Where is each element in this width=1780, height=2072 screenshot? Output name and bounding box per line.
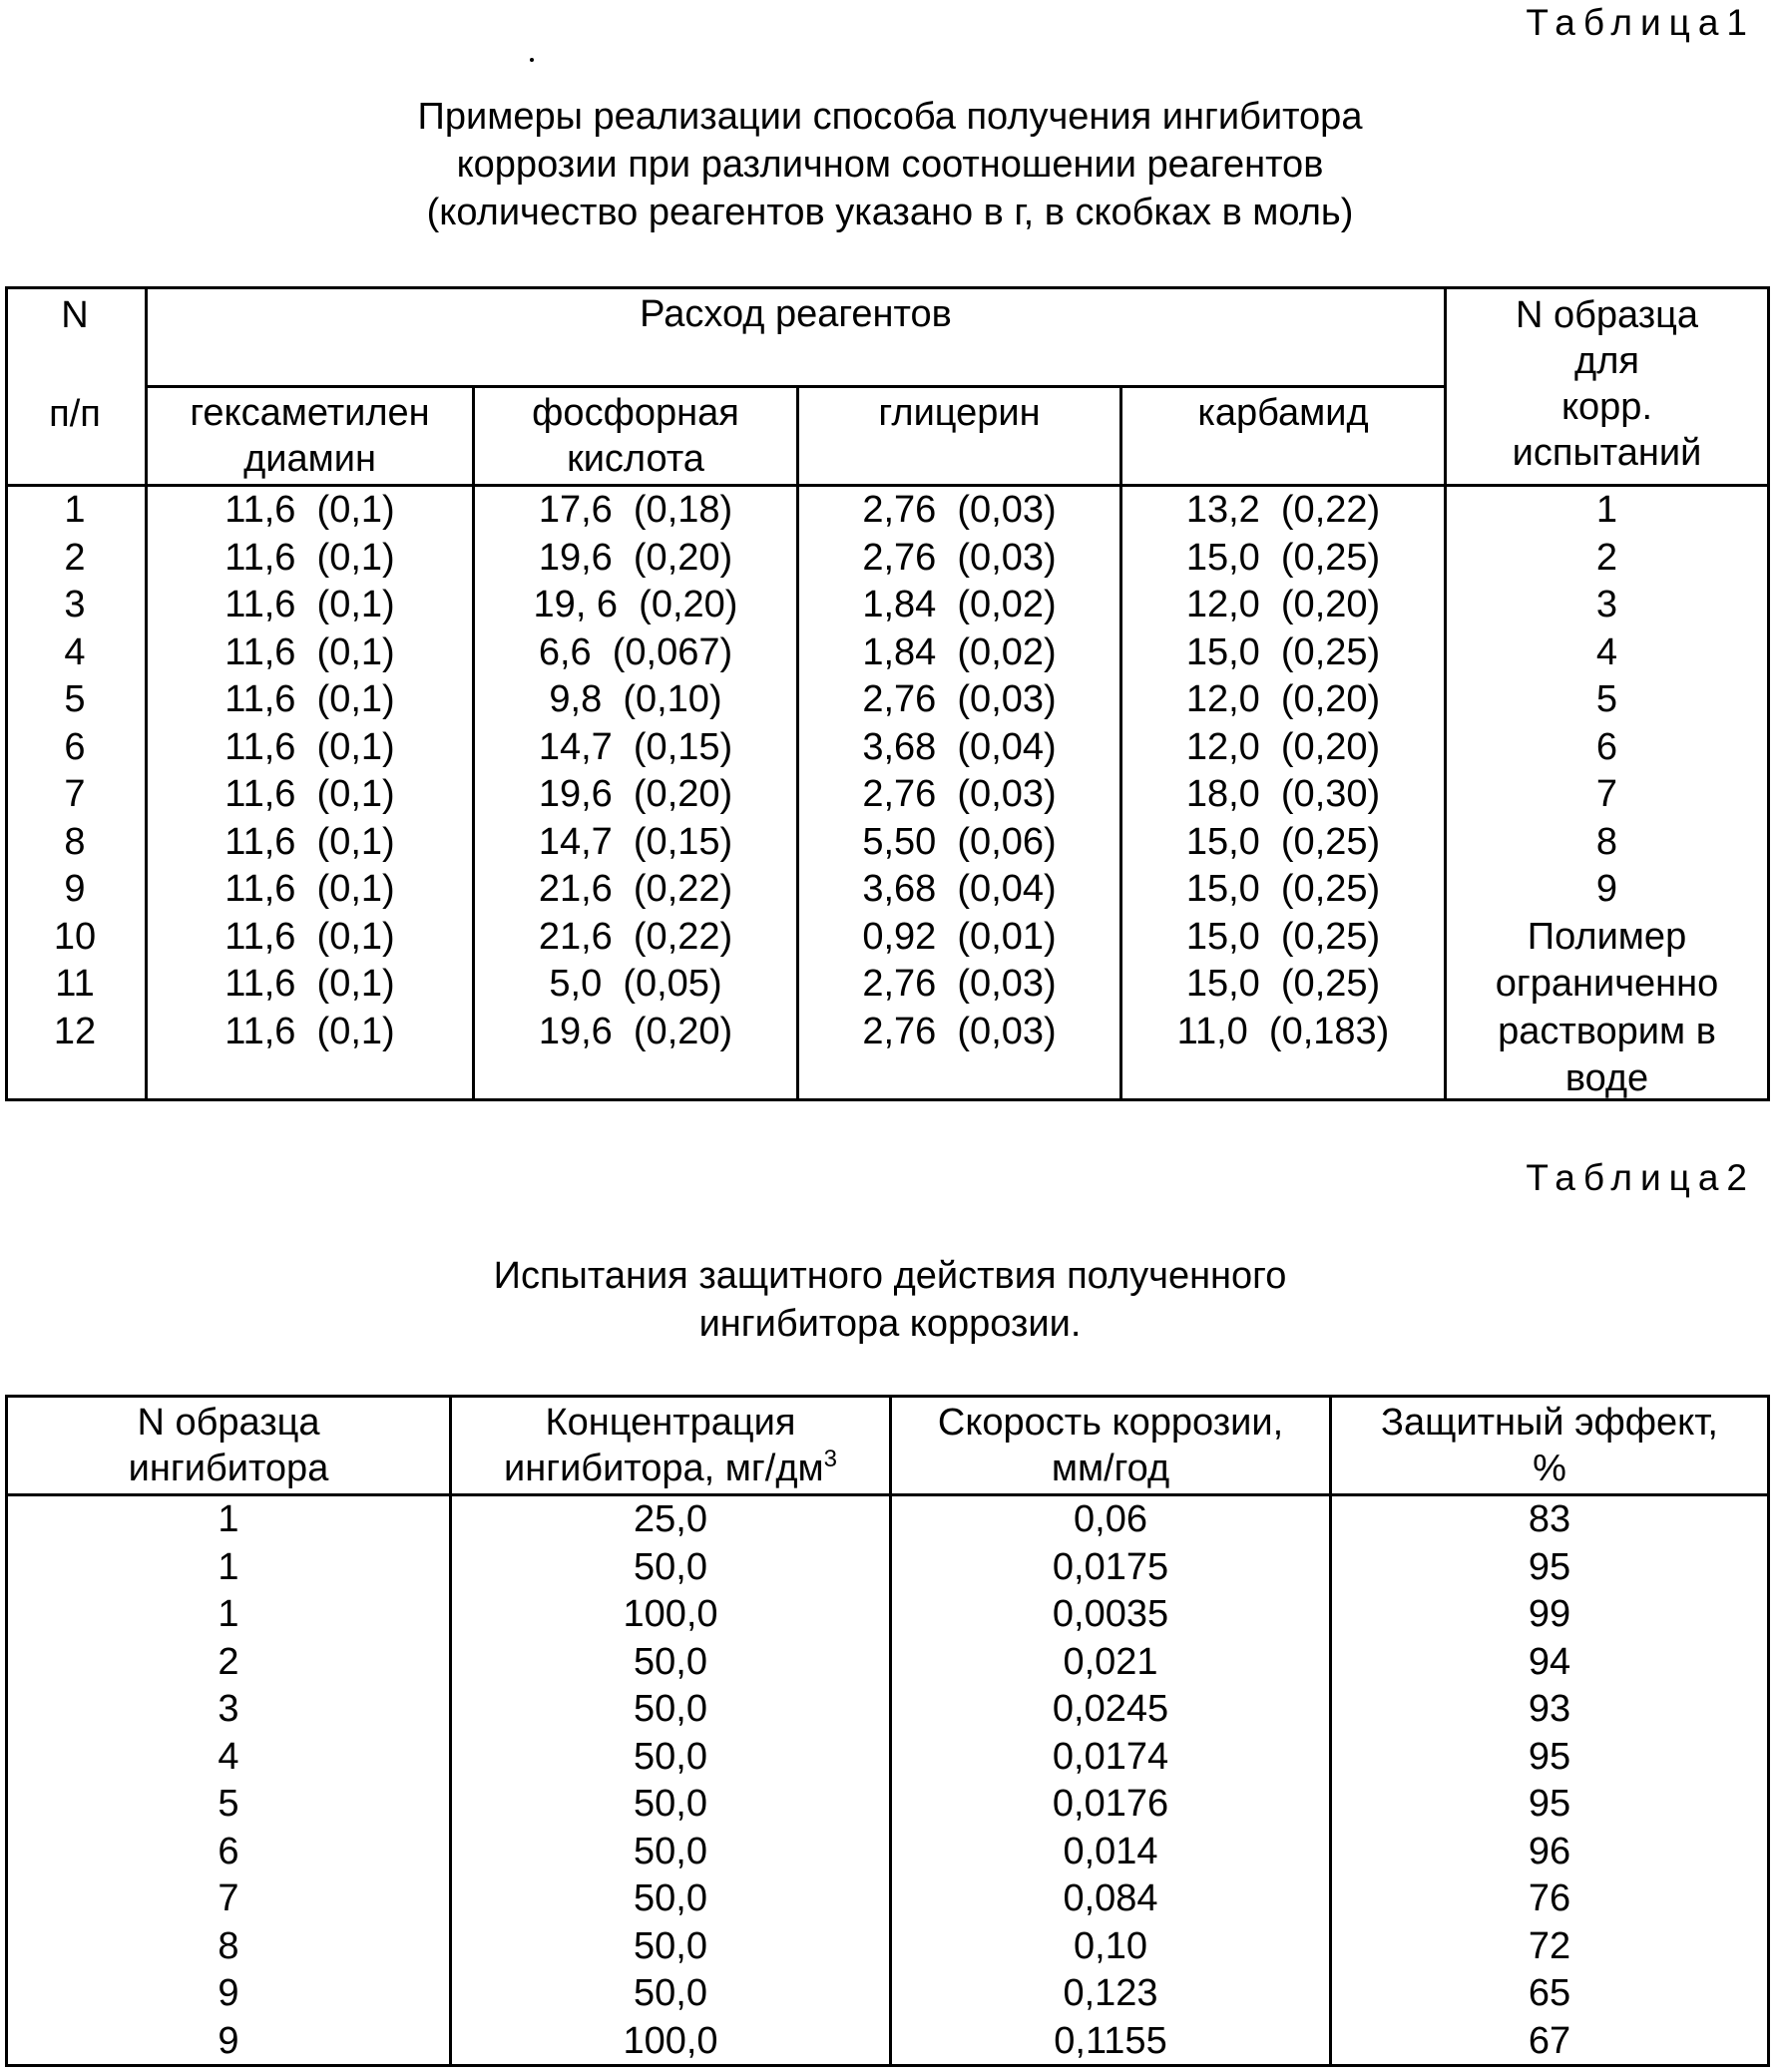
table1-caption-line: (количество реагентов указано в г, в скобках в моль) xyxy=(426,192,1354,233)
table2-cell-effect: 95 xyxy=(1528,1783,1571,1825)
table1-cell-glycerin: 2,76 (0,03) xyxy=(862,489,1057,531)
table1-header-hmda-line: гексаметилен xyxy=(190,392,430,434)
table1-cell-n: 8 xyxy=(64,820,86,863)
table1-cell-sample: 8 xyxy=(1595,820,1618,863)
table2-header-effect xyxy=(1332,1400,1767,1491)
table1-cell-n: 6 xyxy=(64,725,86,768)
table1-header-phosphoric xyxy=(475,390,796,482)
table1-sample-note-line: воде xyxy=(1564,1057,1649,1099)
table2-cell-concentration: 50,0 xyxy=(634,1877,707,1919)
table2-header-effect-line: Защитный эффект, xyxy=(1381,1402,1718,1444)
table2-cell-sample: 1 xyxy=(218,1545,239,1588)
table1-col-sample xyxy=(1447,487,1767,1103)
table2-cell-sample: 9 xyxy=(218,1972,239,2014)
table1-header-hmda xyxy=(148,390,472,482)
table1-cell-sample: 9 xyxy=(1595,868,1618,910)
table1-cell-glycerin: 2,76 (0,03) xyxy=(862,536,1057,579)
table1-cell-sample: 2 xyxy=(1595,536,1618,579)
table1-cell-carbamide: 15,0 (0,25) xyxy=(1185,915,1381,958)
table2-cell-effect: 93 xyxy=(1528,1688,1571,1730)
table2-caption xyxy=(0,1252,1780,1348)
table1-col-glycerin xyxy=(799,487,1119,1055)
table1-header-sample xyxy=(1447,292,1767,476)
table2-cell-effect: 96 xyxy=(1528,1830,1571,1872)
table1-cell-phosphoric: 17,6 (0,18) xyxy=(538,489,733,531)
table2-cell-sample: 2 xyxy=(218,1640,239,1683)
table1-header-n: N xyxy=(61,294,89,336)
table2-header-concentration xyxy=(452,1400,889,1491)
table2-cell-concentration: 50,0 xyxy=(634,1735,707,1778)
table1-cell-n: 10 xyxy=(53,915,97,958)
table1-cell-hmda: 11,6 (0,1) xyxy=(224,963,395,1005)
table2-cell-effect: 99 xyxy=(1528,1593,1571,1635)
table2-cell-sample: 5 xyxy=(218,1783,239,1825)
table1-cell-hmda: 11,6 (0,1) xyxy=(224,1010,395,1052)
table2-cell-rate: 0,10 xyxy=(1074,1924,1147,1967)
table1-cell-sample: 5 xyxy=(1595,678,1618,720)
table2-cell-concentration: 50,0 xyxy=(634,1688,707,1730)
table1-cell-sample: 3 xyxy=(1595,584,1618,625)
table2-header-concentration-unit: ингибитора, мг/дм xyxy=(504,1448,824,1489)
table1-header-sample-line: корр. xyxy=(1560,386,1652,428)
table2-cell-rate: 0,123 xyxy=(1063,1972,1158,2014)
table2-cell-effect: 83 xyxy=(1528,1498,1571,1540)
table1-caption-line: коррозии при различном соотношении реагентов xyxy=(456,144,1324,186)
table2-cell-sample: 3 xyxy=(218,1688,239,1730)
table2-header-sample xyxy=(8,1400,449,1491)
table1-header-hmda-line: диамин xyxy=(243,438,376,480)
table1-col-carbamide xyxy=(1122,487,1444,1055)
table2-cell-sample: 4 xyxy=(218,1735,239,1778)
table1-cell-n: 5 xyxy=(64,678,86,720)
table1-cell-sample: 1 xyxy=(1595,489,1618,531)
table1-sample-note-line: ограниченно xyxy=(1495,963,1719,1005)
table2-cell-concentration: 50,0 xyxy=(634,1783,707,1825)
table1-caption xyxy=(0,93,1780,236)
table2-cell-rate: 0,0174 xyxy=(1052,1735,1169,1778)
table1-cell-carbamide: 15,0 (0,25) xyxy=(1185,868,1381,910)
table1-cell-hmda: 11,6 (0,1) xyxy=(224,584,395,625)
table1-cell-carbamide: 15,0 (0,25) xyxy=(1185,630,1381,673)
table2-cell-concentration: 50,0 xyxy=(634,1545,707,1588)
table1-cell-phosphoric: 19,6 (0,20) xyxy=(538,1010,733,1052)
table2-cell-sample: 1 xyxy=(218,1498,239,1540)
table1-cell-phosphoric: 14,7 (0,15) xyxy=(538,725,733,768)
table1-cell-glycerin: 2,76 (0,03) xyxy=(862,1010,1057,1052)
table1-cell-glycerin: 1,84 (0,02) xyxy=(862,630,1057,673)
table1-cell-n: 12 xyxy=(53,1010,97,1052)
table2-header-rate xyxy=(892,1400,1329,1491)
table1-cell-glycerin: 5,50 (0,06) xyxy=(862,820,1057,863)
table1-sample-note-line: Полимер xyxy=(1527,915,1687,958)
table2-col-concentration xyxy=(452,1496,889,2065)
table1-cell-hmda: 11,6 (0,1) xyxy=(224,820,395,863)
table2-cell-concentration: 50,0 xyxy=(634,1924,707,1967)
table2-cell-rate: 0,014 xyxy=(1063,1830,1158,1872)
table2-cell-sample: 1 xyxy=(218,1593,239,1635)
table1-cell-n: 9 xyxy=(64,868,86,910)
table2-cell-sample: 7 xyxy=(218,1877,239,1919)
table1-cell-hmda: 11,6 (0,1) xyxy=(224,678,395,720)
table1-cell-phosphoric: 19,6 (0,20) xyxy=(538,773,733,815)
table1-header-carbamide: карбамид xyxy=(1197,392,1369,434)
table2-header-concentration-line: Концентрация xyxy=(545,1402,796,1444)
table1-header-sample-line: N образца xyxy=(1515,294,1699,336)
table2-col-rate xyxy=(892,1496,1329,2065)
table2-header-effect-line: % xyxy=(1533,1448,1566,1489)
table1-cell-sample: 6 xyxy=(1595,725,1618,768)
table2-cell-rate: 0,021 xyxy=(1063,1640,1158,1683)
table1-cell-n: 2 xyxy=(64,536,86,579)
table1-cell-n: 4 xyxy=(64,630,86,673)
table1-cell-hmda: 11,6 (0,1) xyxy=(224,630,395,673)
table2-cell-effect: 67 xyxy=(1528,2019,1571,2062)
table1-header-n-pp: п/п xyxy=(49,393,101,435)
table1-cell-glycerin: 2,76 (0,03) xyxy=(862,963,1057,1005)
table1-cell-glycerin: 0,92 (0,01) xyxy=(862,915,1057,958)
scan-speck xyxy=(530,58,534,62)
table2-cell-concentration: 50,0 xyxy=(634,1972,707,2014)
table1-cell-hmda: 11,6 (0,1) xyxy=(224,868,395,910)
table1-cell-hmda: 11,6 (0,1) xyxy=(224,725,395,768)
table1-cell-carbamide: 12,0 (0,20) xyxy=(1185,725,1381,768)
table2-header-rate-line: Скорость коррозии, xyxy=(937,1402,1284,1444)
table2-cell-concentration: 25,0 xyxy=(634,1498,707,1540)
table2-cell-sample: 8 xyxy=(218,1924,239,1967)
table1-header-glycerin: глицерин xyxy=(878,392,1041,434)
table1-cell-phosphoric: 9,8 (0,10) xyxy=(549,678,722,720)
table2-cell-sample: 9 xyxy=(218,2019,239,2062)
table2-label: Таблица2 xyxy=(1526,1157,1755,1198)
table2-cell-concentration: 50,0 xyxy=(634,1830,707,1872)
table1-cell-n: 1 xyxy=(64,489,86,531)
table1-cell-phosphoric: 21,6 (0,22) xyxy=(538,868,733,910)
table2-cell-effect: 72 xyxy=(1528,1924,1571,1967)
table2-col-sample xyxy=(8,1496,449,2065)
table2-cell-effect: 65 xyxy=(1528,1972,1571,2014)
table2-header-rate-line: мм/год xyxy=(1051,1448,1170,1489)
table2-cell-concentration: 100,0 xyxy=(623,1593,718,1635)
table2-header-sample-line: ингибитора xyxy=(128,1448,329,1489)
table2-cell-concentration: 100,0 xyxy=(623,2019,718,2062)
table1-cell-carbamide: 15,0 (0,25) xyxy=(1185,536,1381,579)
table2-header-sample-line: N образца xyxy=(137,1402,320,1444)
table2-cell-rate: 0,0176 xyxy=(1052,1783,1169,1825)
table1-cell-carbamide: 15,0 (0,25) xyxy=(1185,963,1381,1005)
table1-header-phosphoric-line: кислота xyxy=(567,438,704,480)
table2-cell-rate: 0,084 xyxy=(1063,1877,1158,1919)
table1-cell-glycerin: 3,68 (0,04) xyxy=(862,725,1057,768)
table1-cell-phosphoric: 19, 6 (0,20) xyxy=(533,584,738,625)
table1-cell-carbamide: 18,0 (0,30) xyxy=(1185,773,1381,815)
table1-cell-sample: 4 xyxy=(1595,630,1618,673)
table1-cell-carbamide: 12,0 (0,20) xyxy=(1185,584,1381,625)
table2-cell-rate: 0,1155 xyxy=(1054,2019,1167,2062)
table1-cell-glycerin: 3,68 (0,04) xyxy=(862,868,1057,910)
table1-col-n xyxy=(5,487,145,1055)
table1-cell-hmda: 11,6 (0,1) xyxy=(224,536,395,579)
table2-header-concentration-sup: 3 xyxy=(823,1446,837,1472)
table2-cell-effect: 95 xyxy=(1528,1545,1571,1588)
table1-cell-carbamide: 12,0 (0,20) xyxy=(1185,678,1381,720)
table2-cell-rate: 0,06 xyxy=(1074,1498,1147,1540)
table1-cell-phosphoric: 5,0 (0,05) xyxy=(549,963,722,1005)
table1-header-sample-line: испытаний xyxy=(1512,432,1702,474)
table1-col-hmda xyxy=(148,487,472,1055)
table1-cell-carbamide: 15,0 (0,25) xyxy=(1185,820,1381,863)
table2-cell-sample: 6 xyxy=(218,1830,239,1872)
table1-subheader-divider xyxy=(145,385,1447,388)
table2-cell-concentration: 50,0 xyxy=(634,1640,707,1683)
table2-col-effect xyxy=(1332,1496,1767,2065)
table1-cell-n: 7 xyxy=(64,773,86,815)
table1-header-group: Расход реагентов xyxy=(640,293,952,335)
table1-header-sample-line: для xyxy=(1574,340,1639,382)
table2-cell-effect: 94 xyxy=(1528,1640,1571,1683)
table2-cell-effect: 95 xyxy=(1528,1735,1571,1778)
table1-cell-phosphoric: 19,6 (0,20) xyxy=(538,536,733,579)
table1-label: Таблица1 xyxy=(1526,2,1755,43)
table1-cell-hmda: 11,6 (0,1) xyxy=(224,489,395,531)
table1-cell-hmda: 11,6 (0,1) xyxy=(224,773,395,815)
table1-sample-note-line: растворим в xyxy=(1498,1010,1716,1052)
table1-cell-sample: 7 xyxy=(1595,773,1618,815)
table1-sample-note xyxy=(1447,914,1767,1103)
table1-cell-hmda: 11,6 (0,1) xyxy=(224,915,395,958)
table1-cell-phosphoric: 14,7 (0,15) xyxy=(538,820,733,863)
table1-header-phosphoric-line: фосфорная xyxy=(532,392,739,434)
table1-col-phosphoric xyxy=(475,487,796,1055)
table1-caption-line: Примеры реализации способа получения ингибитора xyxy=(417,96,1363,138)
table2-caption-line: ингибитора коррозии. xyxy=(698,1303,1082,1345)
table2-cell-rate: 0,0175 xyxy=(1052,1545,1169,1588)
table1-cell-phosphoric: 21,6 (0,22) xyxy=(538,915,733,958)
table2-caption-line: Испытания защитного действия полученного xyxy=(493,1255,1287,1297)
table1-cell-glycerin: 2,76 (0,03) xyxy=(862,773,1057,815)
table2-cell-effect: 76 xyxy=(1528,1877,1571,1919)
table1-cell-phosphoric: 6,6 (0,067) xyxy=(538,630,733,673)
table1-cell-glycerin: 1,84 (0,02) xyxy=(862,584,1057,625)
table2-cell-rate: 0,0245 xyxy=(1052,1688,1169,1730)
table1-cell-n: 3 xyxy=(64,584,86,625)
table1-cell-n: 11 xyxy=(55,963,95,1005)
table1-cell-glycerin: 2,76 (0,03) xyxy=(862,678,1057,720)
table1-cell-carbamide: 13,2 (0,22) xyxy=(1185,489,1381,531)
table2-cell-rate: 0,0035 xyxy=(1052,1593,1169,1635)
table2-header-concentration-line2 xyxy=(452,1446,889,1491)
table1-cell-carbamide: 11,0 (0,183) xyxy=(1176,1010,1390,1052)
